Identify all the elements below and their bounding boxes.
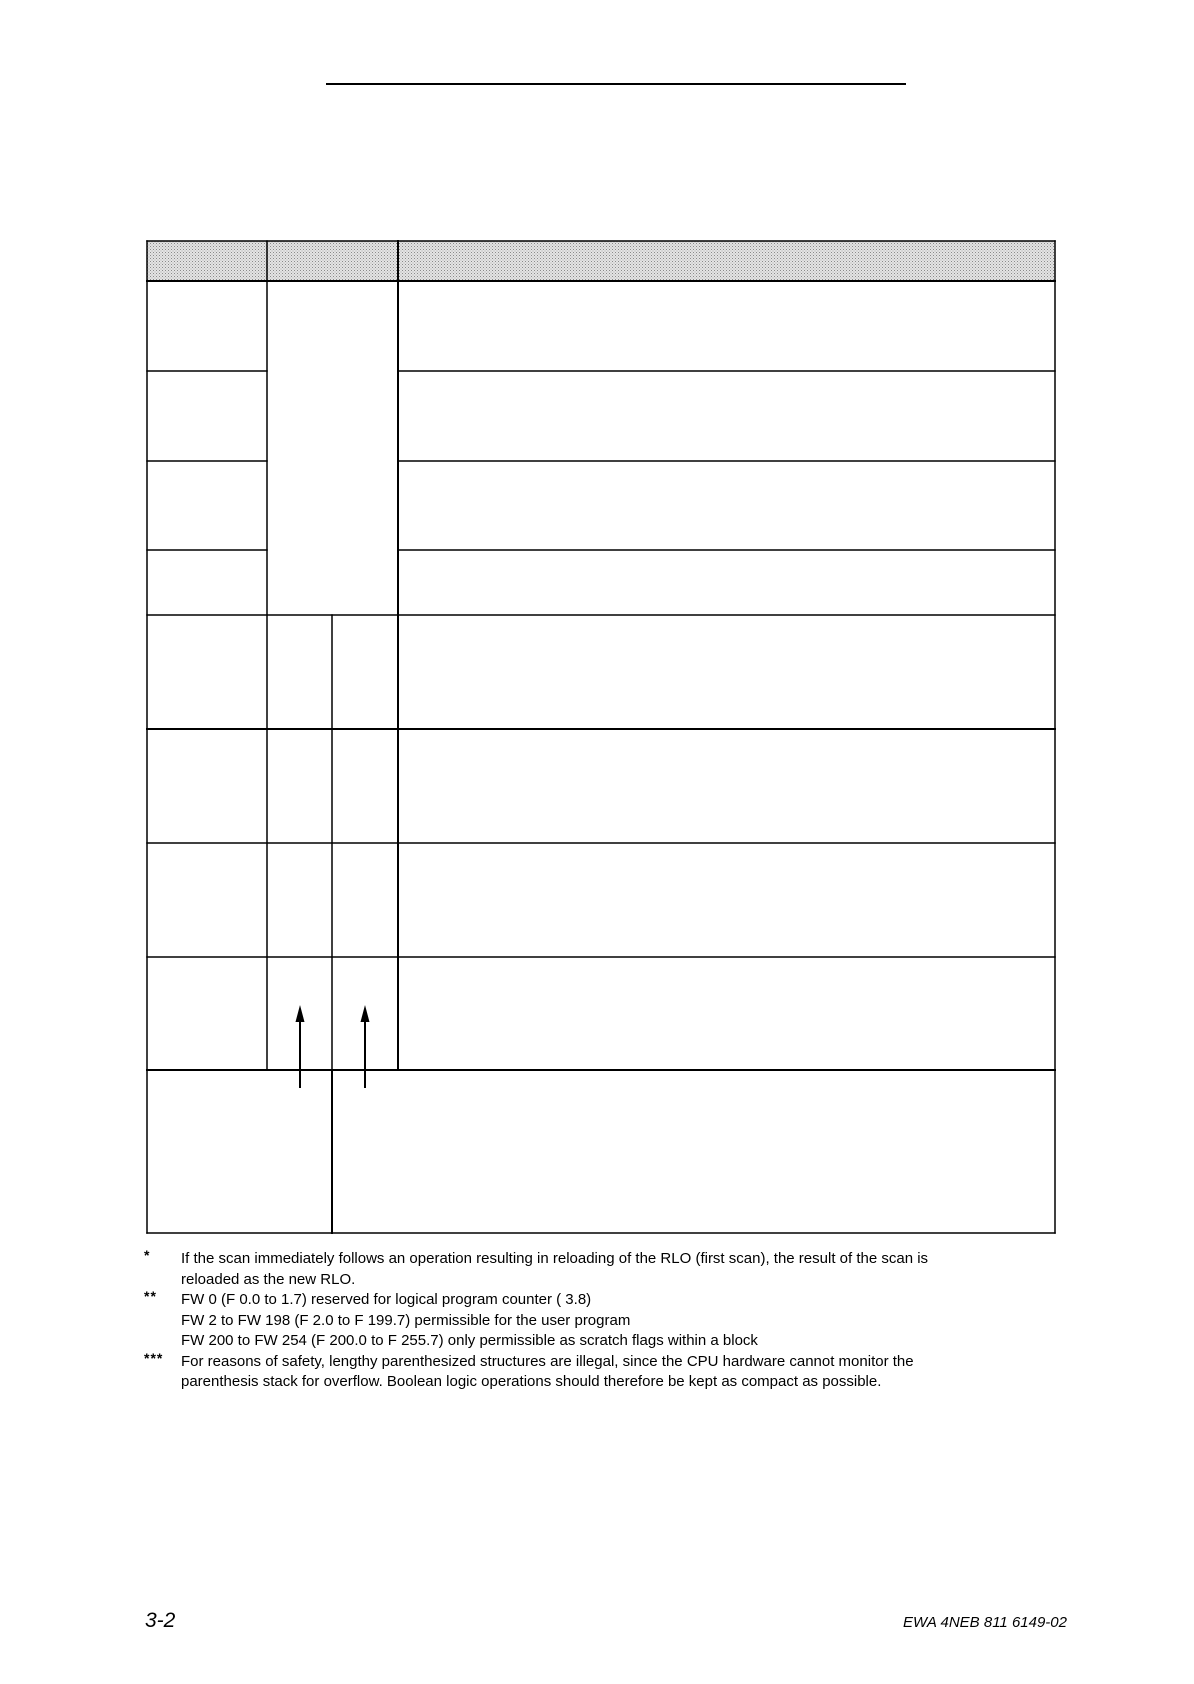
footnote-line: FW 200 to FW 254 (F 200.0 to F 255.7) only permissible as scratch flags within a block	[181, 1332, 758, 1349]
arrow-up-icon	[361, 1005, 370, 1088]
document-code: EWA 4NEB 811 6149-02	[903, 1614, 1067, 1631]
footnote-line: FW 2 to FW 198 (F 2.0 to F 199.7) permissible for the user program	[181, 1311, 631, 1329]
footnotes	[140, 1249, 1020, 1393]
footnote-mark: **	[144, 1288, 157, 1304]
footnote-line: If the scan immediately follows an operation resulting in reloading of the RLO (first scan), the result of the scan is	[181, 1250, 929, 1267]
footnote-line: reloaded as the new RLO.	[181, 1270, 356, 1288]
table-header-row	[147, 241, 1055, 281]
page-number: 3-2	[145, 1609, 176, 1632]
footnote-line: FW 0 (F 0.0 to 1.7) reserved for logical program counter ( 3.8)	[181, 1291, 592, 1308]
footnote-line: parenthesis stack for overflow. Boolean logic operations should therefore be kept as compact as possible.	[181, 1373, 882, 1390]
footnote-mark: *	[144, 1247, 151, 1263]
footnote	[140, 1249, 1020, 1290]
footnote	[140, 1349, 1020, 1393]
footnote-mark: ***	[144, 1349, 164, 1366]
footnote-line: For reasons of safety, lengthy parenthesized structures are illegal, since the CPU hardware cannot monitor the	[181, 1352, 914, 1370]
footnote	[140, 1290, 1020, 1352]
arrow-up-icon	[296, 1005, 305, 1088]
